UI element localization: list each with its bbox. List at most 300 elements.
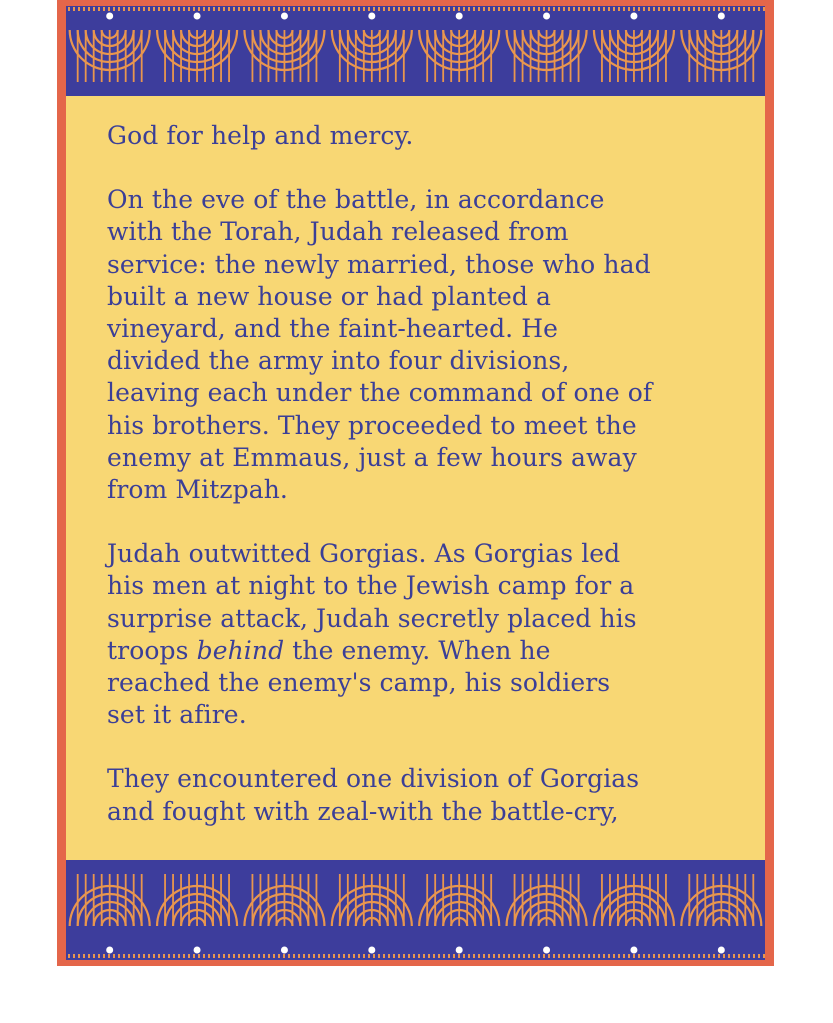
- border-dot: [173, 7, 175, 11]
- border-dot: [293, 954, 295, 958]
- border-dot: [428, 7, 430, 11]
- border-dot: [388, 954, 390, 958]
- border-dot: [93, 7, 95, 11]
- border-dot: [103, 954, 105, 958]
- border-dot: [198, 7, 200, 11]
- border-dot: [178, 7, 180, 11]
- border-dot: [128, 954, 130, 958]
- border-dot: [518, 954, 520, 958]
- star-icon: [718, 13, 725, 20]
- top-menorah-border: [66, 6, 765, 96]
- border-dot: [733, 954, 735, 958]
- border-dot: [338, 7, 340, 11]
- story-text: [107, 120, 747, 860]
- border-dot: [733, 7, 735, 11]
- border-dot: [553, 7, 555, 11]
- text-segment: the enemy. When he: [284, 635, 551, 665]
- border-dot: [393, 7, 395, 11]
- border-dot: [348, 954, 350, 958]
- border-dot: [148, 7, 150, 11]
- menorah-icon: [157, 874, 237, 954]
- border-dot: [568, 7, 570, 11]
- border-dot: [563, 954, 565, 958]
- border-dot: [358, 954, 360, 958]
- border-dot: [408, 7, 410, 11]
- border-dot: [263, 954, 265, 958]
- border-dot: [668, 954, 670, 958]
- border-dot: [183, 7, 185, 11]
- border-dot: [713, 7, 715, 11]
- text-line: his brothers. They proceeded to meet the: [107, 410, 637, 440]
- border-dot: [628, 954, 630, 958]
- border-dot: [193, 954, 195, 958]
- border-dot: [73, 954, 75, 958]
- border-dot: [413, 7, 415, 11]
- text-line: leaving each under the command of one of: [107, 378, 653, 408]
- border-dot: [588, 954, 590, 958]
- border-dot: [243, 7, 245, 11]
- border-dot: [693, 954, 695, 958]
- border-dot: [703, 7, 705, 11]
- text-line: On the eve of the battle, in accordance: [107, 185, 605, 215]
- border-dot: [188, 7, 190, 11]
- page-frame: [57, 0, 774, 966]
- border-dot: [348, 7, 350, 11]
- border-dot: [278, 7, 280, 11]
- border-dot: [393, 954, 395, 958]
- border-dot: [743, 7, 745, 11]
- border-dot: [133, 7, 135, 11]
- italic-word: behind: [196, 635, 285, 665]
- menorah-icon: [507, 874, 587, 954]
- star-icon: [630, 13, 637, 20]
- border-dot: [128, 7, 130, 11]
- border-dot: [318, 954, 320, 958]
- border-dot: [753, 954, 755, 958]
- border-dot: [618, 954, 620, 958]
- border-dot: [548, 954, 550, 958]
- menorah-icon: [419, 13, 499, 83]
- border-dot: [168, 7, 170, 11]
- border-dot: [668, 7, 670, 11]
- border-dot: [178, 954, 180, 958]
- border-dot: [123, 7, 125, 11]
- border-dot: [483, 7, 485, 11]
- border-dot: [688, 7, 690, 11]
- text-line: and fought with zeal-with the battle-cry,: [107, 796, 619, 826]
- border-dot: [608, 7, 610, 11]
- border-dot: [443, 954, 445, 958]
- border-dot: [458, 954, 460, 958]
- menorah-icon: [681, 874, 761, 954]
- border-dot: [333, 7, 335, 11]
- border-dot: [543, 954, 545, 958]
- menorah-icon: [244, 874, 324, 954]
- border-dot: [368, 7, 370, 11]
- border-dot: [683, 7, 685, 11]
- border-dot: [88, 7, 90, 11]
- border-dot: [478, 954, 480, 958]
- menorah-icon: [419, 874, 499, 954]
- border-dot: [723, 954, 725, 958]
- border-dot: [283, 7, 285, 11]
- border-dot: [278, 954, 280, 958]
- star-icon: [543, 13, 550, 20]
- border-dot: [83, 7, 85, 11]
- border-dot: [368, 954, 370, 958]
- border-dot: [108, 7, 110, 11]
- border-dot: [533, 954, 535, 958]
- border-dot: [498, 7, 500, 11]
- border-dot: [373, 7, 375, 11]
- menorah-pattern-bottom: [66, 860, 765, 960]
- border-dot: [593, 954, 595, 958]
- border-dot: [328, 954, 330, 958]
- border-dot: [78, 7, 80, 11]
- border-dot: [223, 7, 225, 11]
- border-dot: [383, 954, 385, 958]
- border-dot: [213, 954, 215, 958]
- star-icon: [281, 13, 288, 20]
- border-dot: [173, 954, 175, 958]
- star-icon: [106, 13, 113, 20]
- menorah-pattern-top: [66, 6, 765, 96]
- border-dot: [473, 954, 475, 958]
- border-dot: [73, 7, 75, 11]
- border-dot: [288, 7, 290, 11]
- menorah-icon: [157, 13, 237, 83]
- border-dot: [573, 7, 575, 11]
- border-dot: [433, 954, 435, 958]
- border-dot: [518, 7, 520, 11]
- text-line: service: the newly married, those who had: [107, 249, 651, 279]
- border-dot: [648, 954, 650, 958]
- border-dot: [593, 7, 595, 11]
- border-dot: [643, 954, 645, 958]
- border-dot: [218, 954, 220, 958]
- border-dot: [153, 7, 155, 11]
- border-dot: [758, 954, 760, 958]
- border-dot: [328, 7, 330, 11]
- border-dot: [698, 954, 700, 958]
- border-dot: [453, 7, 455, 11]
- border-dot: [673, 7, 675, 11]
- border-dot: [263, 7, 265, 11]
- star-icon: [368, 13, 375, 20]
- border-dot: [613, 954, 615, 958]
- border-dot: [653, 954, 655, 958]
- star-icon: [194, 947, 201, 954]
- border-dot: [563, 7, 565, 11]
- page-inner: [66, 6, 765, 960]
- border-dot: [248, 7, 250, 11]
- text-line: from Mitzpah.: [107, 475, 288, 505]
- border-dot: [473, 7, 475, 11]
- border-dot: [108, 954, 110, 958]
- border-dot: [403, 7, 405, 11]
- border-dot: [408, 954, 410, 958]
- border-dot: [443, 7, 445, 11]
- border-dot: [578, 954, 580, 958]
- border-dot: [438, 7, 440, 11]
- text-segment: troops: [107, 635, 197, 665]
- menorah-icon: [594, 874, 674, 954]
- border-dot: [163, 954, 165, 958]
- border-dot: [363, 954, 365, 958]
- border-dot: [633, 954, 635, 958]
- border-dot: [458, 7, 460, 11]
- border-dot: [308, 954, 310, 958]
- border-dot: [738, 7, 740, 11]
- border-dot: [433, 7, 435, 11]
- border-dot: [468, 7, 470, 11]
- border-dot: [708, 954, 710, 958]
- text-line: [107, 635, 747, 667]
- text-line: God for help and mercy.: [107, 121, 414, 150]
- border-dot: [583, 954, 585, 958]
- border-dot: [598, 954, 600, 958]
- border-dot: [748, 7, 750, 11]
- text-line: enemy at Emmaus, just a few hours away: [107, 442, 637, 472]
- border-dot: [583, 7, 585, 11]
- border-dot: [293, 7, 295, 11]
- star-icon: [281, 947, 288, 954]
- border-dot: [203, 7, 205, 11]
- border-dot: [323, 7, 325, 11]
- border-dot: [693, 7, 695, 11]
- border-dot: [343, 954, 345, 958]
- border-dot: [83, 954, 85, 958]
- border-dot: [153, 954, 155, 958]
- border-dot: [163, 7, 165, 11]
- border-dot: [643, 7, 645, 11]
- border-dot: [233, 954, 235, 958]
- border-dot: [203, 954, 205, 958]
- border-dot: [118, 7, 120, 11]
- border-dot: [158, 7, 160, 11]
- border-dot: [423, 7, 425, 11]
- border-dot: [698, 7, 700, 11]
- border-dot: [568, 954, 570, 958]
- border-dot: [283, 954, 285, 958]
- border-dot: [648, 7, 650, 11]
- border-dot: [463, 954, 465, 958]
- border-dot: [298, 954, 300, 958]
- border-dot: [513, 954, 515, 958]
- text-line: with the Torah, Judah released from: [107, 217, 569, 247]
- border-dot: [678, 954, 680, 958]
- border-dot: [418, 7, 420, 11]
- border-dot: [238, 7, 240, 11]
- border-dot: [538, 954, 540, 958]
- border-dot: [88, 954, 90, 958]
- menorah-icon: [681, 13, 761, 83]
- border-dot: [353, 7, 355, 11]
- star-icon: [194, 13, 201, 20]
- text-line: reached the enemy's camp, his soldiers: [107, 668, 611, 698]
- text-line: They encountered one division of Gorgias: [107, 764, 640, 794]
- menorah-icon: [70, 874, 150, 954]
- paragraph-1: [107, 120, 747, 152]
- border-dot: [138, 7, 140, 11]
- star-icon: [630, 947, 637, 954]
- border-dot: [558, 954, 560, 958]
- border-dot: [288, 954, 290, 958]
- border-dot: [313, 7, 315, 11]
- border-dot: [138, 954, 140, 958]
- border-dot: [208, 7, 210, 11]
- border-dot: [468, 954, 470, 958]
- border-dot: [273, 7, 275, 11]
- border-dot: [623, 954, 625, 958]
- border-dot: [253, 7, 255, 11]
- border-dot: [638, 7, 640, 11]
- border-dot: [113, 7, 115, 11]
- border-dot: [528, 954, 530, 958]
- border-dot: [378, 7, 380, 11]
- border-dot: [98, 7, 100, 11]
- text-line: surprise attack, Judah secretly placed his: [107, 603, 637, 633]
- border-dot: [658, 954, 660, 958]
- border-dot: [98, 954, 100, 958]
- border-dot: [523, 954, 525, 958]
- border-dot: [653, 7, 655, 11]
- border-dot: [688, 954, 690, 958]
- border-dot: [218, 7, 220, 11]
- border-dot: [363, 7, 365, 11]
- menorah-icon: [332, 874, 412, 954]
- border-dot: [763, 7, 765, 11]
- star-icon: [718, 947, 725, 954]
- text-line: built a new house or had planted a: [107, 281, 552, 311]
- border-dot: [423, 954, 425, 958]
- border-dot: [608, 954, 610, 958]
- text-line: set it afire.: [107, 700, 247, 730]
- border-dot: [303, 7, 305, 11]
- border-dot: [68, 954, 70, 958]
- border-dot: [143, 954, 145, 958]
- border-dot: [508, 7, 510, 11]
- border-dot: [398, 7, 400, 11]
- menorah-icon: [594, 13, 674, 83]
- text-line: Judah outwitted Gorgias. As Gorgias led: [107, 539, 621, 569]
- border-dot: [503, 954, 505, 958]
- border-dot: [488, 7, 490, 11]
- border-dot: [193, 7, 195, 11]
- border-dot: [243, 954, 245, 958]
- border-dot: [728, 954, 730, 958]
- border-dot: [613, 7, 615, 11]
- border-dot: [483, 954, 485, 958]
- border-dot: [663, 7, 665, 11]
- border-dot: [398, 954, 400, 958]
- border-dot: [708, 7, 710, 11]
- border-dot: [493, 7, 495, 11]
- border-dot: [528, 7, 530, 11]
- border-dot: [743, 954, 745, 958]
- border-dot: [763, 954, 765, 958]
- border-dot: [533, 7, 535, 11]
- border-dot: [478, 7, 480, 11]
- border-dot: [603, 954, 605, 958]
- border-dot: [323, 954, 325, 958]
- border-dot: [223, 954, 225, 958]
- paragraph-4: [107, 763, 747, 827]
- border-dot: [403, 954, 405, 958]
- menorah-icon: [332, 13, 412, 83]
- border-dot: [508, 954, 510, 958]
- border-dot: [493, 954, 495, 958]
- border-dot: [103, 7, 105, 11]
- border-dot: [678, 7, 680, 11]
- border-dot: [78, 954, 80, 958]
- border-dot: [188, 954, 190, 958]
- border-dot: [183, 954, 185, 958]
- border-dot: [133, 954, 135, 958]
- border-dot: [248, 954, 250, 958]
- border-dot: [413, 954, 415, 958]
- border-dot: [543, 7, 545, 11]
- border-dot: [573, 954, 575, 958]
- star-icon: [456, 13, 463, 20]
- border-dot: [158, 954, 160, 958]
- border-dot: [418, 954, 420, 958]
- border-dot: [463, 7, 465, 11]
- border-dot: [718, 7, 720, 11]
- border-dot: [198, 954, 200, 958]
- border-dot: [703, 954, 705, 958]
- border-dot: [438, 954, 440, 958]
- border-dot: [683, 954, 685, 958]
- border-dot: [758, 7, 760, 11]
- border-dot: [638, 954, 640, 958]
- border-dot: [488, 954, 490, 958]
- border-dot: [503, 7, 505, 11]
- border-dot: [673, 954, 675, 958]
- star-icon: [543, 947, 550, 954]
- border-dot: [258, 954, 260, 958]
- border-dot: [598, 7, 600, 11]
- border-dot: [353, 954, 355, 958]
- border-dot: [238, 954, 240, 958]
- menorah-icon: [70, 13, 150, 83]
- border-dot: [383, 7, 385, 11]
- border-dot: [118, 954, 120, 958]
- text-line: divided the army into four divisions,: [107, 346, 570, 376]
- border-dot: [228, 954, 230, 958]
- border-dot: [728, 7, 730, 11]
- border-dot: [738, 954, 740, 958]
- border-dot: [428, 954, 430, 958]
- text-line: vineyard, and the faint-hearted. He: [107, 314, 559, 344]
- border-dot: [588, 7, 590, 11]
- border-dot: [388, 7, 390, 11]
- border-dot: [338, 954, 340, 958]
- border-dot: [628, 7, 630, 11]
- border-dot: [713, 954, 715, 958]
- menorah-icon: [244, 13, 324, 83]
- border-dot: [253, 954, 255, 958]
- border-dot: [513, 7, 515, 11]
- text-line: his men at night to the Jewish camp for a: [107, 571, 635, 601]
- border-dot: [93, 954, 95, 958]
- border-dot: [333, 954, 335, 958]
- border-dot: [548, 7, 550, 11]
- border-dot: [143, 7, 145, 11]
- border-dot: [308, 7, 310, 11]
- border-dot: [748, 954, 750, 958]
- border-dot: [313, 954, 315, 958]
